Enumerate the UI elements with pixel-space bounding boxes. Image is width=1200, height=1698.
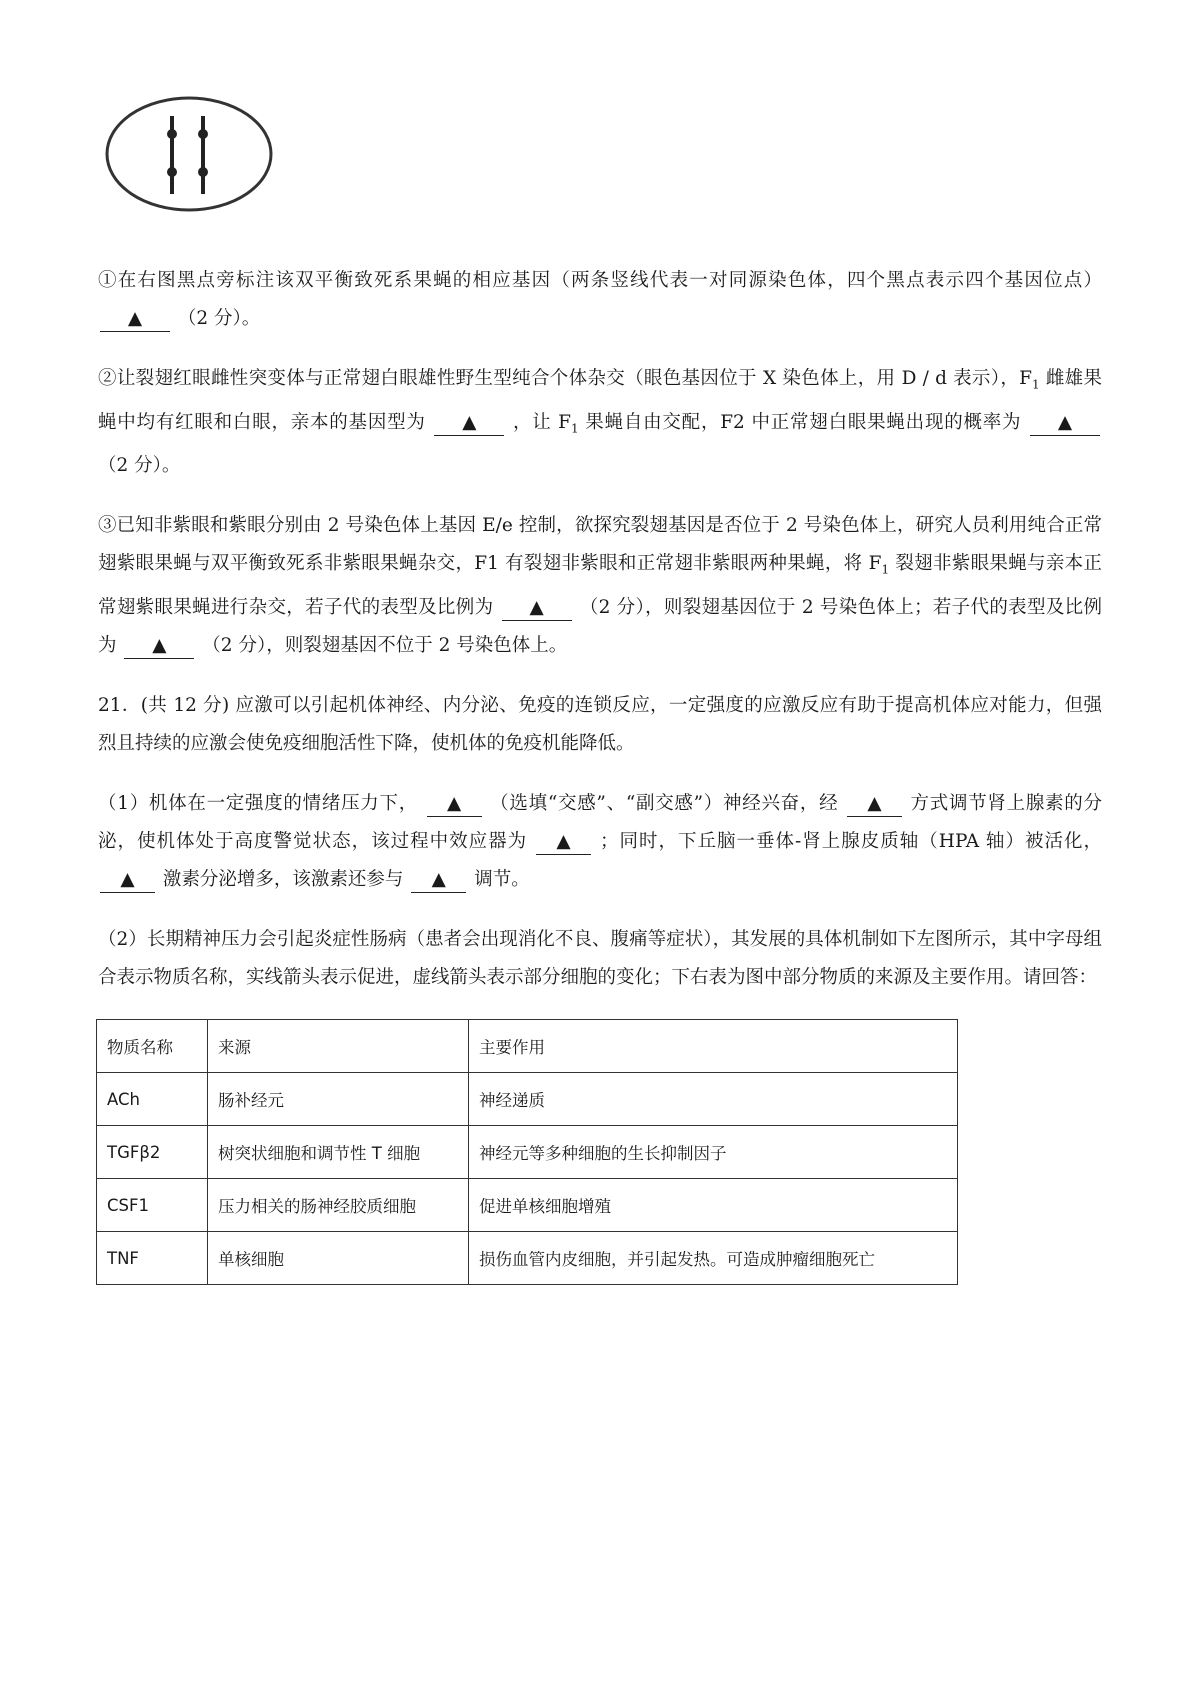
homologous-chromosomes-diagram	[104, 94, 274, 214]
question-21-intro: 21．(共 12 分) 应激可以引起机体神经、内分泌、免疫的连锁反应，一定强度的应激反应有助于提高机体应对能力，但强烈且持续的应激会使免疫细胞活性下降，使机体的免疫机能降低。	[98, 695, 1102, 755]
answer-blank[interactable]: ▲	[124, 634, 194, 659]
answer-blank[interactable]: ▲	[100, 307, 170, 332]
table-cell: TNF	[97, 1232, 208, 1285]
answer-blank[interactable]: ▲	[536, 830, 591, 855]
answer-blank[interactable]: ▲	[502, 596, 572, 621]
table-header-cell: 主要作用	[469, 1020, 958, 1073]
table-cell: 单核细胞	[208, 1232, 469, 1285]
answer-blank[interactable]: ▲	[434, 411, 504, 436]
table-cell: 树突状细胞和调节性 T 细胞	[208, 1126, 469, 1179]
question-1: ①在右图黑点旁标注该双平衡致死系果蝇的相应基因（两条竖线代表一对同源染色体，四个黑点表示四个基因位点） ▲ （2 分）。	[98, 262, 1102, 338]
table-header-row	[97, 1020, 958, 1073]
answer-blank[interactable]: ▲	[427, 792, 482, 817]
substance-table	[96, 1019, 958, 1285]
table-row	[97, 1126, 958, 1179]
table-cell: 促进单核细胞增殖	[469, 1179, 958, 1232]
table-row	[97, 1179, 958, 1232]
answer-blank[interactable]: ▲	[411, 868, 466, 893]
table-cell: 肠补经元	[208, 1073, 469, 1126]
question-21-1: （1）机体在一定强度的情绪压力下， ▲ （选填“交感”、“副交感”）神经兴奋，经 ▲ 方式调节肾上腺素的分泌，使机体处于高度警觉状态，该过程中效应器为 ▲ ；同时，下丘脑一垂体-肾上腺皮质轴（HPA 轴）被活化， ▲ 激素分泌增多，该激素还参与 ▲ 调节。	[98, 785, 1102, 899]
answer-blank[interactable]: ▲	[100, 868, 155, 893]
table-cell: 损伤血管内皮细胞，并引起发热。可造成肿瘤细胞死亡	[469, 1232, 958, 1285]
table-row	[97, 1232, 958, 1285]
answer-blank[interactable]: ▲	[1030, 411, 1100, 436]
question-content	[98, 262, 1102, 1285]
question-21-2: （2）长期精神压力会引起炎症性肠病（患者会出现消化不良、腹痛等症状），其发展的具体机制如下左图所示，其中字母组合表示物质名称，实线箭头表示促进，虚线箭头表示部分细胞的变化；下右表为图中部分物质的来源及主要作用。请回答：	[98, 929, 1102, 989]
table-row	[97, 1073, 958, 1126]
answer-blank[interactable]: ▲	[847, 792, 902, 817]
table-header-cell: 物质名称	[97, 1020, 208, 1073]
table-cell: 神经递质	[469, 1073, 958, 1126]
table-cell: 神经元等多种细胞的生长抑制因子	[469, 1126, 958, 1179]
table-cell: 压力相关的肠神经胶质细胞	[208, 1179, 469, 1232]
question-3: ③已知非紫眼和紫眼分别由 2 号染色体上基因 E/e 控制，欲探究裂翅基因是否位于 2 号染色体上，研究人员利用纯合正常翅紫眼果蝇与双平衡致死系非紫眼果蝇杂交，F1 有裂翅非紫眼和正常翅非紫眼两种果蝇，将 $F_1$ 裂翅非紫眼果蝇与亲本正常翅紫眼果蝇进行杂交，若子代的表型及比例为 ▲ （2 分），则裂翅基因位于 2 号染色体上；若子代的表型及比例为 ▲ （2 分），则裂翅基因不位于 2 号染色体上。	[98, 507, 1102, 665]
table-header-cell: 来源	[208, 1020, 469, 1073]
table-cell: CSF1	[97, 1179, 208, 1232]
question-2: ②让裂翅红眼雌性突变体与正常翅白眼雄性野生型纯合个体杂交（眼色基因位于 X 染色体上，用 D / d 表示），$F_1$ 雌雄果蝇中均有红眼和白眼，亲本的基因型为 ▲ ，让 $F_1$ 果蝇自由交配，F2 中正常翅白眼果蝇出现的概率为 ▲ （2 分）。	[98, 368, 1102, 477]
table-cell: TGFβ2	[97, 1126, 208, 1179]
table-cell: ACh	[97, 1073, 208, 1126]
